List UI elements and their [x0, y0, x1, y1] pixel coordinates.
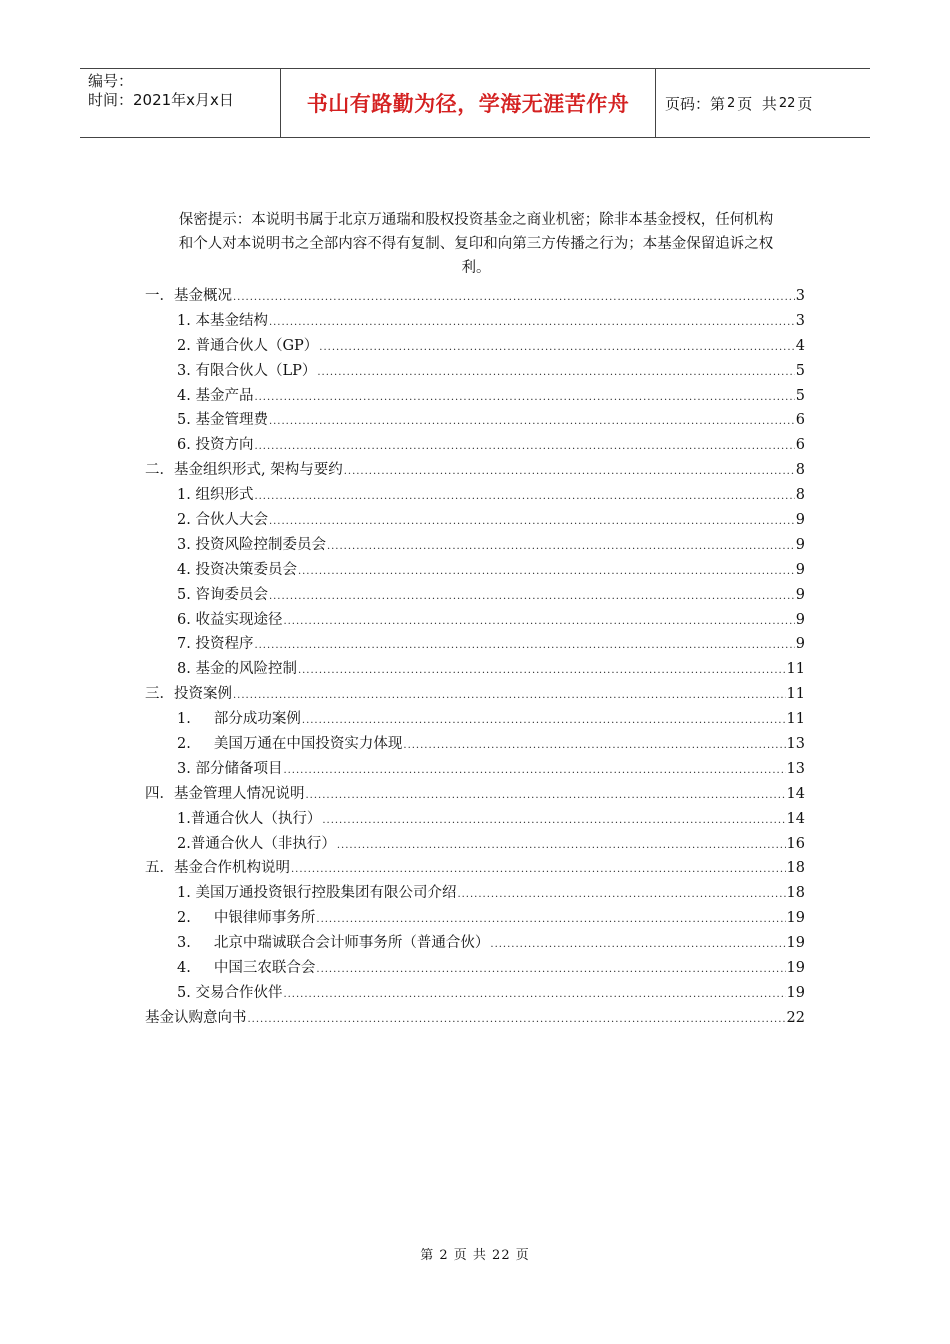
toc-entry[interactable] [145, 707, 805, 732]
toc-entry-label: 8. 基金的风险控制 [177, 661, 297, 678]
toc-entry[interactable] [145, 334, 805, 359]
toc-leader-dots [322, 809, 785, 834]
toc-entry[interactable] [145, 608, 805, 633]
toc-entry-page: 19 [786, 960, 805, 977]
toc-leader-dots [233, 286, 795, 311]
toc-entry-page: 6 [795, 437, 805, 454]
toc-entry[interactable] [145, 782, 805, 807]
toc-leader-dots [316, 908, 785, 933]
toc-leader-dots [254, 634, 794, 659]
toc-entry[interactable] [145, 632, 805, 657]
toc-entry[interactable] [145, 807, 805, 832]
toc-entry-label: 三．投资案例 [145, 686, 232, 703]
toc-entry-label: 一．基金概况 [145, 288, 232, 304]
toc-entry-label: 3. 有限合伙人（LP） [177, 362, 317, 379]
toc-entry-label: 4. 投资决策委员会 [177, 561, 297, 578]
toc-entry[interactable] [145, 483, 805, 508]
toc-leader-dots [302, 709, 786, 734]
toc-entry[interactable] [145, 757, 805, 782]
toc-entry[interactable] [145, 981, 805, 1006]
toc-entry[interactable] [145, 906, 805, 931]
toc-leader-dots [316, 958, 785, 983]
toc-entry-label: 四．基金管理人情况说明 [145, 785, 305, 802]
notice-line: 保密提示：本说明书属于北京万通瑞和股权投资基金之商业机密；除非本基金授权，任何机构 [178, 212, 774, 228]
toc-entry-label: 5. 咨询委员会 [177, 586, 268, 603]
toc-entry[interactable] [145, 433, 805, 458]
toc-entry-page: 11 [786, 711, 805, 728]
toc-entry-page: 9 [795, 512, 805, 529]
toc-entry[interactable] [145, 732, 805, 757]
page-label-prefix: 页码：第 [665, 94, 726, 113]
toc-leader-dots [298, 560, 795, 585]
toc-leader-dots [306, 784, 786, 809]
toc-leader-dots [327, 535, 795, 560]
toc-entry[interactable] [145, 408, 805, 433]
toc-entry-page: 9 [795, 636, 805, 653]
toc-leader-dots [254, 485, 794, 510]
page-footer: 第 2 页 共 22 页 [420, 1248, 530, 1263]
toc-leader-dots [291, 858, 786, 883]
toc-entry-label: 6. 投资方向 [177, 437, 254, 454]
toc-entry-page: 18 [786, 860, 805, 877]
toc-entry[interactable] [145, 508, 805, 533]
toc-entry-label: 2. 普通合伙人（GP） [177, 337, 319, 354]
number-label: 编号： [88, 72, 134, 90]
toc-entry-label: 1. 部分成功案例 [177, 711, 301, 728]
page-total: 22 [778, 95, 796, 111]
toc-entry-page: 19 [786, 910, 805, 927]
notice-line: 利。 [461, 260, 491, 276]
toc-entry-page: 3 [795, 288, 805, 304]
toc-entry-page: 6 [795, 412, 805, 429]
toc-entry-label: 3. 北京中瑞诚联合会计师事务所（普通合伙） [177, 935, 490, 952]
page-label-mid: 页 共 [737, 94, 777, 113]
toc-entry-page: 3 [795, 312, 805, 329]
toc-entry-page: 18 [786, 885, 805, 902]
toc-entry-page: 19 [786, 984, 805, 1001]
toc-entry-label: 2. 美国万通在中国投资实力体现 [177, 736, 403, 753]
toc-leader-dots [269, 410, 795, 435]
toc-entry-label: 1. 美国万通投资银行控股集团有限公司介绍 [177, 885, 457, 902]
toc-leader-dots [269, 510, 795, 535]
toc-leader-dots [269, 585, 795, 610]
toc-entry-page: 4 [795, 337, 805, 354]
header-motto: 书山有路勤为径，学海无涯苦作舟 [280, 69, 656, 137]
toc-entry-page: 14 [786, 785, 805, 802]
toc-entry-label: 2. 合伙人大会 [177, 512, 268, 529]
toc-entry-page: 8 [795, 487, 805, 504]
toc-entry[interactable] [145, 856, 805, 881]
confidentiality-notice [142, 208, 810, 280]
notice-line: 和个人对本说明书之全部内容不得有复制、复印和向第三方传播之行为；本基金保留追诉之权 [178, 236, 774, 252]
toc-entry-label: 3. 部分储备项目 [177, 760, 283, 777]
toc-leader-dots [344, 460, 795, 485]
toc-leader-dots [233, 684, 786, 709]
toc-entry-label: 4. 基金产品 [177, 387, 254, 404]
toc-leader-dots [403, 734, 785, 759]
toc-entry-label: 1. 本基金结构 [177, 312, 268, 329]
toc-entry-label: 5. 基金管理费 [177, 412, 268, 429]
toc-entry[interactable] [145, 533, 805, 558]
toc-entry[interactable] [145, 309, 805, 334]
toc-entry-page: 9 [795, 561, 805, 578]
header-page-info [655, 69, 870, 137]
toc-leader-dots [490, 933, 785, 958]
toc-entry-label: 基金认购意向书 [145, 1009, 247, 1026]
toc-entry[interactable] [145, 458, 805, 483]
toc-entry-label: 4. 中国三农联合会 [177, 960, 316, 977]
toc-entry-page: 19 [786, 935, 805, 952]
toc-entry-label: 2.普通合伙人（非执行） [177, 835, 336, 852]
toc-entry[interactable] [145, 682, 805, 707]
toc-entry[interactable] [145, 657, 805, 682]
toc-entry-page: 13 [786, 760, 805, 777]
toc-leader-dots [317, 361, 794, 386]
toc-entry-label: 1.普通合伙人（执行） [177, 810, 322, 827]
toc-leader-dots [337, 834, 786, 859]
toc-entry[interactable] [145, 583, 805, 608]
header-meta [80, 69, 280, 137]
toc-entry[interactable] [145, 881, 805, 906]
toc-entry[interactable] [145, 931, 805, 956]
toc-entry[interactable] [145, 956, 805, 981]
toc-leader-dots [283, 983, 785, 1008]
toc-leader-dots [319, 336, 794, 361]
toc-entry[interactable] [145, 359, 805, 384]
toc-entry[interactable] [145, 384, 805, 409]
toc-leader-dots [283, 759, 785, 784]
toc-leader-dots [254, 386, 794, 411]
toc-entry-page: 11 [786, 661, 805, 678]
toc-entry-label: 7. 投资程序 [177, 636, 254, 653]
toc-entry-label: 3. 投资风险控制委员会 [177, 536, 326, 553]
toc-leader-dots [283, 610, 794, 635]
toc-entry-label: 二．基金组织形式, 架构与要约 [145, 462, 343, 479]
toc-leader-dots [248, 1008, 786, 1033]
page-current: 2 [727, 95, 736, 111]
page-header [80, 68, 870, 138]
toc-entry-page: 5 [795, 362, 805, 379]
table-of-contents [145, 284, 805, 1031]
toc-leader-dots [269, 311, 795, 336]
toc-entry[interactable] [145, 1006, 805, 1031]
toc-entry[interactable] [145, 558, 805, 583]
toc-leader-dots [254, 435, 794, 460]
toc-entry-page: 14 [786, 810, 805, 827]
toc-entry-page: 13 [786, 736, 805, 753]
toc-entry-page: 11 [786, 686, 805, 703]
page-label-suffix: 页 [797, 94, 813, 113]
toc-leader-dots [298, 659, 786, 684]
toc-entry-page: 9 [795, 586, 805, 603]
time-label: 时间：2021年x月x日 [88, 91, 234, 109]
toc-entry[interactable] [145, 284, 805, 309]
toc-entry-page: 16 [786, 835, 805, 852]
toc-entry[interactable] [145, 832, 805, 857]
toc-entry-label: 五．基金合作机构说明 [145, 860, 290, 877]
toc-entry-page: 9 [795, 536, 805, 553]
toc-entry-page: 8 [795, 462, 805, 479]
toc-entry-page: 22 [786, 1009, 805, 1026]
toc-entry-page: 9 [795, 611, 805, 628]
toc-entry-label: 2. 中银律师事务所 [177, 910, 316, 927]
toc-entry-page: 5 [795, 387, 805, 404]
toc-entry-label: 1. 组织形式 [177, 487, 254, 504]
toc-entry-label: 6. 收益实现途径 [177, 611, 283, 628]
toc-leader-dots [457, 883, 785, 908]
toc-entry-label: 5. 交易合作伙伴 [177, 984, 283, 1001]
